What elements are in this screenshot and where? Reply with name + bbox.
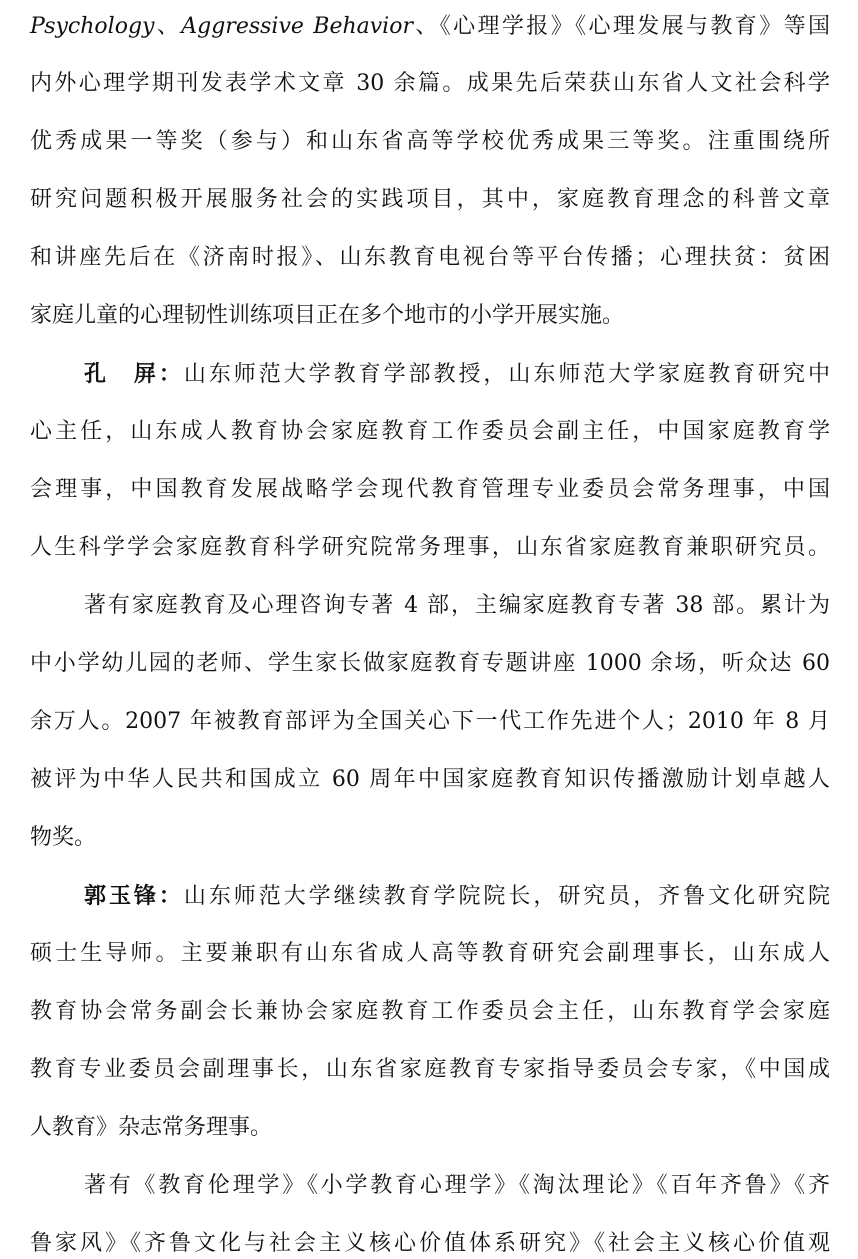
- text-line: [30, 765, 830, 795]
- text-run: Psychology: [30, 14, 155, 39]
- text-line: [30, 12, 830, 42]
- text-line: [30, 475, 830, 505]
- text-line: [30, 1229, 830, 1259]
- text-line: [30, 127, 830, 157]
- text-run: 山东师范大学教育学部教授，山东师范大学家庭教育研究中: [183, 362, 830, 387]
- text-line: [30, 649, 830, 679]
- text-run: 家庭儿童的心理韧性训练项目正在多个地市的小学开展实施。: [30, 303, 625, 328]
- text-run: 鲁家风》《齐鲁文化与社会主义核心价值体系研究》《社会主义核心价值观: [30, 1231, 830, 1256]
- text-line: [30, 69, 830, 99]
- text-line: [30, 417, 830, 447]
- text-line: [30, 939, 830, 969]
- text-line: [30, 1113, 830, 1143]
- text-run: 内外心理学期刊发表学术文章 30 余篇。成果先后荣获山东省人文社会科学: [30, 71, 830, 96]
- text-run: 、: [154, 14, 182, 39]
- text-run: 心主任，山东成人教育协会家庭教育工作委员会副主任，中国家庭教育学: [30, 419, 830, 444]
- text-run: 和讲座先后在《济南时报》、山东教育电视台等平台传播；心理扶贫：贫困: [30, 245, 830, 270]
- text-line: [84, 591, 830, 621]
- text-run: 硕士生导师。主要兼职有山东省成人高等教育研究会副理事长，山东成人: [30, 941, 830, 966]
- text-run: 山东师范大学继续教育学院院长，研究员，齐鲁文化研究院: [183, 884, 830, 909]
- text-line: [84, 359, 830, 389]
- text-run: Aggressive Behavior: [181, 14, 413, 39]
- text-run: 余万人。2007 年被教育部评为全国关心下一代工作先进个人；2010 年 8 月: [30, 709, 830, 734]
- text-line: [30, 707, 830, 737]
- text-run: 、《心理学报》《心理发展与教育》等国: [412, 14, 830, 39]
- text-line: [30, 997, 830, 1027]
- text-run: 优秀成果一等奖（参与）和山东省高等学校优秀成果三等奖。注重围绕所: [30, 129, 830, 154]
- text-line: [30, 243, 830, 273]
- text-run: 物奖。: [30, 825, 97, 850]
- text-run: 著有《教育伦理学》《小学教育心理学》《淘汰理论》《百年齐鲁》《齐: [84, 1173, 830, 1198]
- text-line: [30, 823, 830, 853]
- text-run: 教育协会常务副会长兼协会家庭教育工作委员会主任，山东教育学会家庭: [30, 999, 830, 1024]
- text-run: 人生科学学会家庭教育科学研究院常务理事，山东省家庭教育兼职研究员。: [30, 535, 830, 560]
- person-name: 孔 屏：: [84, 361, 184, 387]
- text-run: 研究问题积极开展服务社会的实践项目，其中，家庭教育理念的科普文章: [30, 187, 830, 212]
- text-run: 会理事，中国教育发展战略学会现代教育管理专业委员会常务理事，中国: [30, 477, 830, 502]
- text-run: 中小学幼儿园的老师、学生家长做家庭教育专题讲座 1000 余场，听众达 60: [30, 651, 830, 676]
- text-line: [30, 301, 830, 331]
- text-run: 教育专业委员会副理事长，山东省家庭教育专家指导委员会专家，《中国成: [30, 1057, 830, 1082]
- text-line: [30, 533, 830, 563]
- text-line: [30, 185, 830, 215]
- text-run: 被评为中华人民共和国成立 60 周年中国家庭教育知识传播激励计划卓越人: [30, 767, 830, 792]
- text-line: [30, 1055, 830, 1085]
- text-run: 著有家庭教育及心理咨询专著 4 部，主编家庭教育专著 38 部。累计为: [84, 593, 830, 618]
- person-name: 郭玉锋：: [84, 883, 184, 909]
- text-line: [84, 881, 830, 911]
- text-line: [84, 1171, 830, 1201]
- text-run: 人教育》杂志常务理事。: [30, 1115, 273, 1140]
